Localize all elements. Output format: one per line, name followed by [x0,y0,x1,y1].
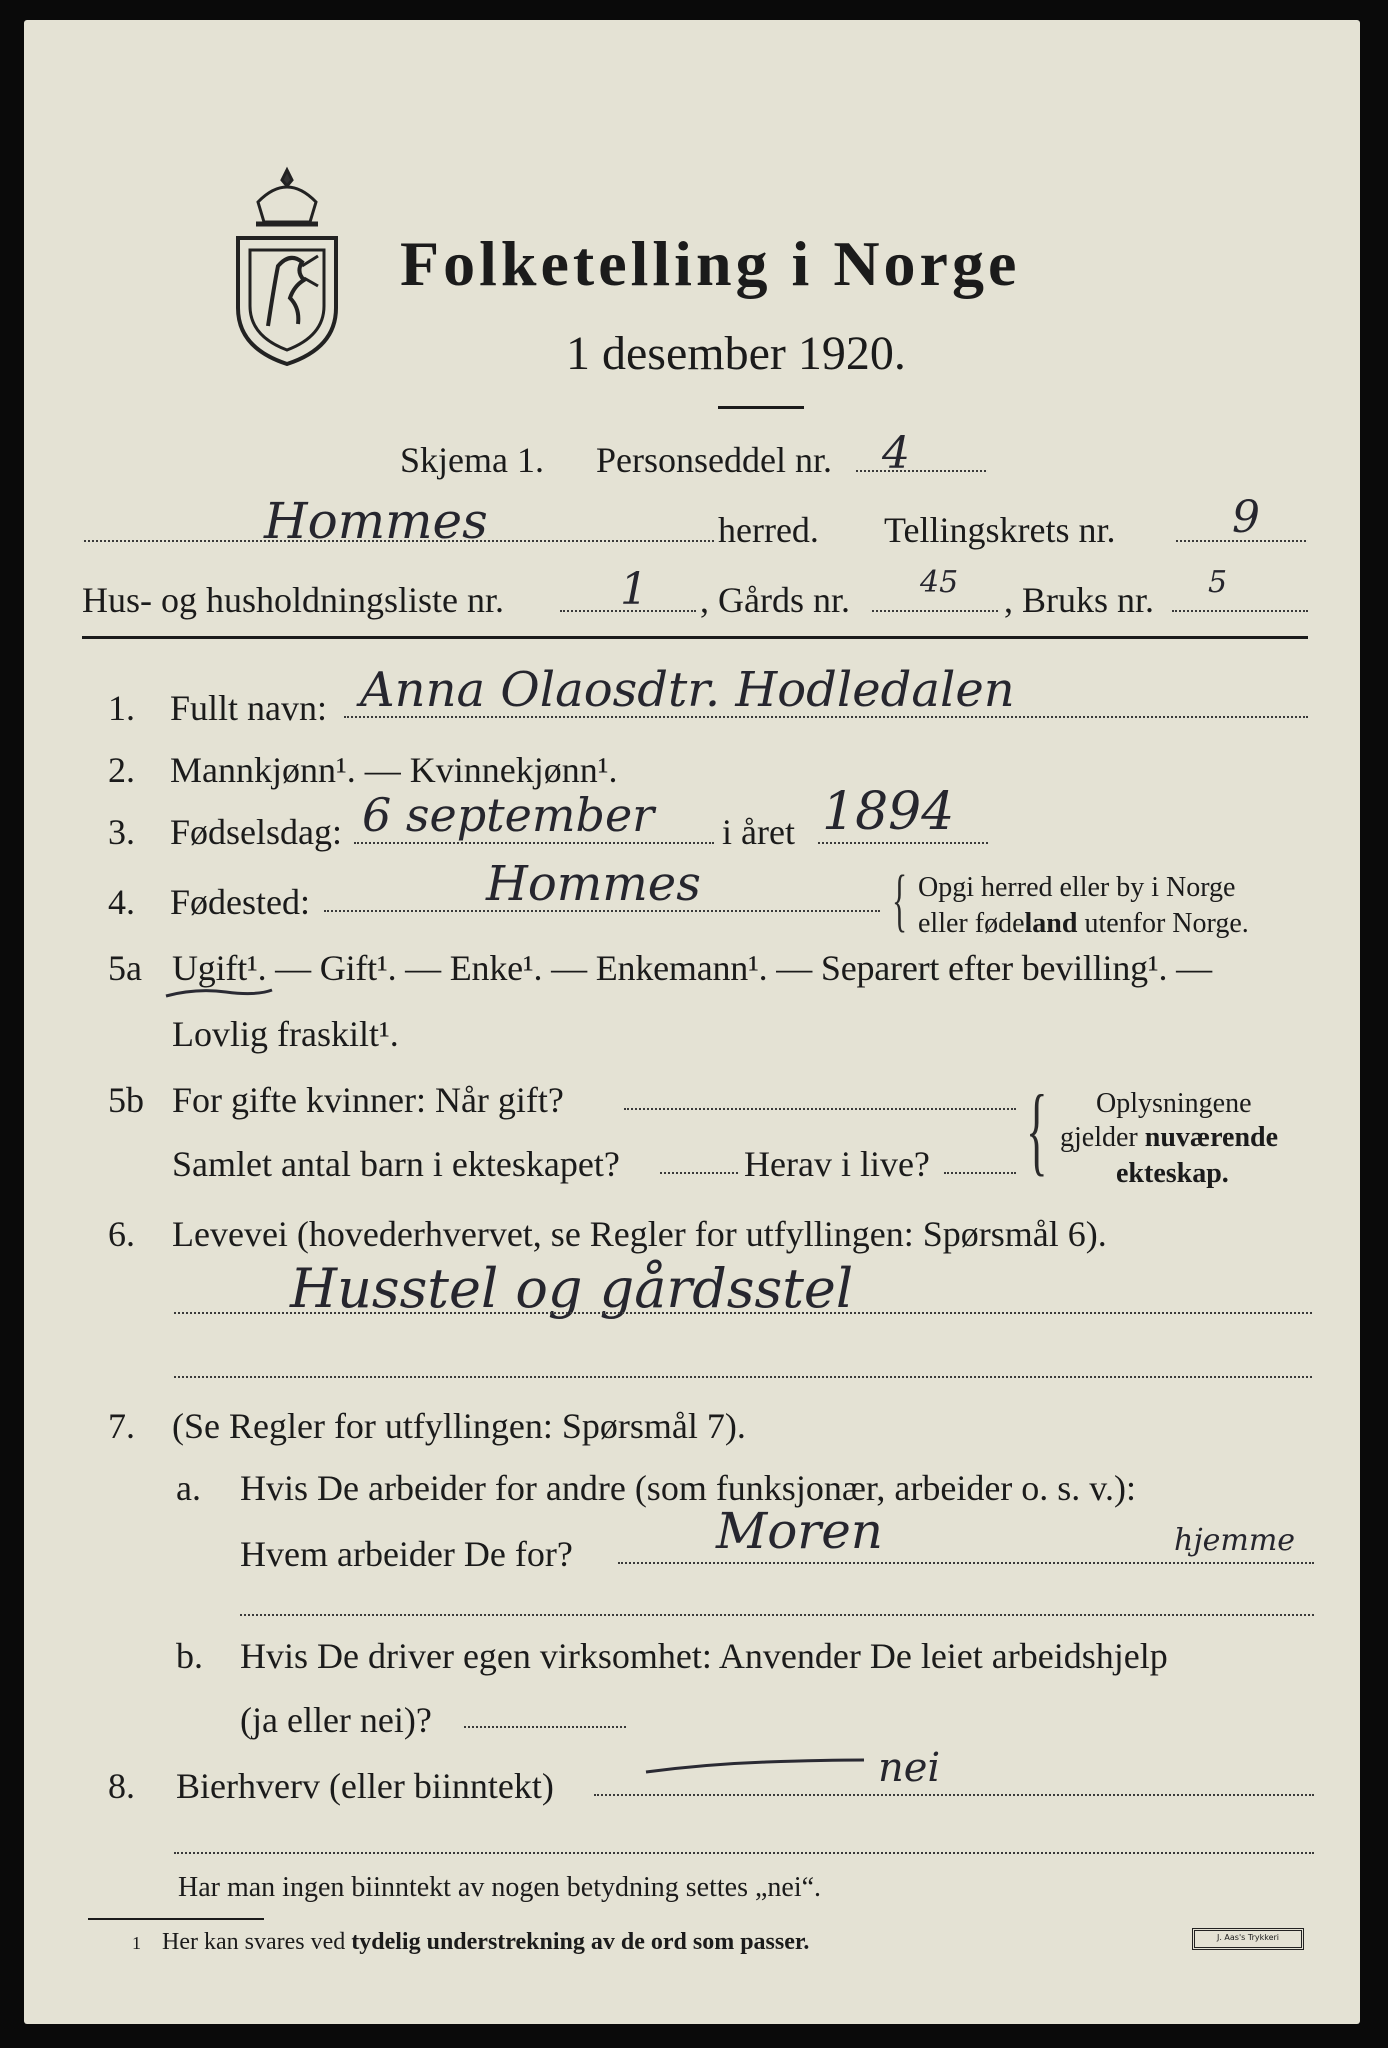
tellingskrets-value[interactable]: 9 [1232,492,1260,543]
employer-value[interactable]: Moren [716,1502,883,1560]
q7-number: 7. [108,1406,135,1446]
q8-number: 8. [108,1766,135,1806]
hus-label: Hus- og husholdningsliste nr. [82,580,505,620]
q4-label: Fødested: [170,882,310,922]
q8-label: Bierhverv (eller biinntekt) [176,1766,554,1806]
ugift-underline [164,986,274,1000]
birth-year-value[interactable]: 1894 [822,782,955,842]
q1-number: 1. [108,688,135,728]
tellingskrets-label: Tellingskrets nr. [884,510,1116,550]
full-name-value[interactable]: Anna Olaosdtr. Hodledalen [360,662,1015,718]
title-divider [718,406,804,409]
side-income-value[interactable]: nei [878,1745,941,1791]
personseddel-line [856,470,986,472]
coat-of-arms-icon [228,166,346,366]
bruks-label: , Bruks nr. [1004,580,1155,620]
side-income-line-2 [174,1852,1314,1854]
occupation-line-1 [174,1312,1312,1314]
q7a-line2: Hvem arbeider De for? [240,1534,573,1574]
employer-value-2[interactable]: hjemme [1174,1523,1296,1558]
personseddel-value[interactable]: 4 [882,428,910,479]
q3-label: Fødselsdag: [170,812,343,852]
footnote-number: 1 [132,1933,141,1953]
q5a-number: 5a [108,948,142,988]
employer-line-2 [240,1614,1314,1616]
q4-note-brace: { [892,862,908,939]
marital-status-options-2[interactable]: Lovlig fraskilt¹. [172,1014,399,1054]
printer-stamp: J. Aas's Trykkeri [1192,1928,1304,1950]
children-count-line [660,1172,738,1174]
birth-year-label: i året [722,812,795,852]
q7b-line2: (ja eller nei)? [240,1700,432,1740]
q5b-note-line1: Oplysningene [1096,1088,1252,1119]
bruks-line [1172,610,1308,612]
herred-value[interactable]: Hommes [264,492,488,550]
q7a-line1: Hvis De arbeider for andre (som funksjonær, arbeider o. s. v.): [240,1468,1136,1508]
children-alive-line [944,1172,1016,1174]
employer-line [618,1562,1314,1564]
q2-number: 2. [108,750,135,790]
hired-help-line [464,1726,626,1728]
q4-note-line2: eller fødeland utenfor Norge. [918,908,1249,939]
hus-value[interactable]: 1 [620,564,648,615]
married-date-line [624,1108,1016,1110]
birthday-line [354,842,714,844]
q3-number: 3. [108,812,135,852]
q4-number: 4. [108,882,135,922]
q7-label: (Se Regler for utfyllingen: Spørsmål 7). [172,1406,746,1446]
personseddel-label: Personseddel nr. [596,440,832,480]
q5b-alive-label: Herav i live? [744,1144,930,1184]
side-income-line [594,1794,1314,1796]
q7b-letter: b. [176,1636,203,1676]
occupation-line-2 [174,1376,1312,1378]
q7a-letter: a. [176,1468,201,1508]
q5b-note-line2: gjelder nuværende [1060,1122,1279,1153]
birth-year-line [818,842,988,844]
schema-label: Skjema 1. [400,440,544,480]
bruks-value[interactable]: 5 [1208,565,1228,600]
q6-label: Levevei (hovederhvervet, se Regler for utfyllingen: Spørsmål 6). [172,1214,1107,1254]
birthday-value[interactable]: 6 september [362,788,655,842]
occupation-value[interactable]: Husstel og gårdsstel [290,1257,854,1320]
marital-status-options[interactable]: Ugift¹. — Gift¹. — Enke¹. — Enkemann¹. — Separert efter bevilling¹. — [172,948,1212,988]
herred-label: herred. [718,510,819,550]
birthplace-value[interactable]: Hommes [486,856,701,912]
footer-note: Har man ingen biinntekt av nogen betydning settes „nei“. [178,1872,822,1903]
gards-label: , Gårds nr. [700,580,850,620]
gards-value[interactable]: 45 [920,565,959,600]
q6-number: 6. [108,1214,135,1254]
q5b-number: 5b [108,1080,144,1120]
q1-label: Fullt navn: [170,688,328,728]
q5b-children-label: Samlet antal barn i ekteskapet? [172,1144,620,1184]
form-date: 1 desember 1920. [566,327,906,380]
q4-note-line1: Opgi herred eller by i Norge [918,872,1236,903]
footnote-text: Her kan svares ved tydelig understrekning av de ord som passer. [162,1929,810,1955]
header-divider [82,636,1308,639]
q5b-line1: For gifte kvinner: Når gift? [172,1080,564,1120]
side-income-dash [644,1754,868,1778]
gards-line [872,610,998,612]
gender-options[interactable]: Mannkjønn¹. — Kvinnekjønn¹. [170,750,618,790]
form-title: Folketelling i Norge [400,228,1021,299]
footnote-divider [88,1918,264,1920]
q5b-note-brace: { [1026,1074,1048,1185]
q5b-note-line3: ekteskap. [1116,1158,1229,1189]
q7b-line1: Hvis De driver egen virksomhet: Anvender De leiet arbeidshjelp [240,1636,1168,1676]
